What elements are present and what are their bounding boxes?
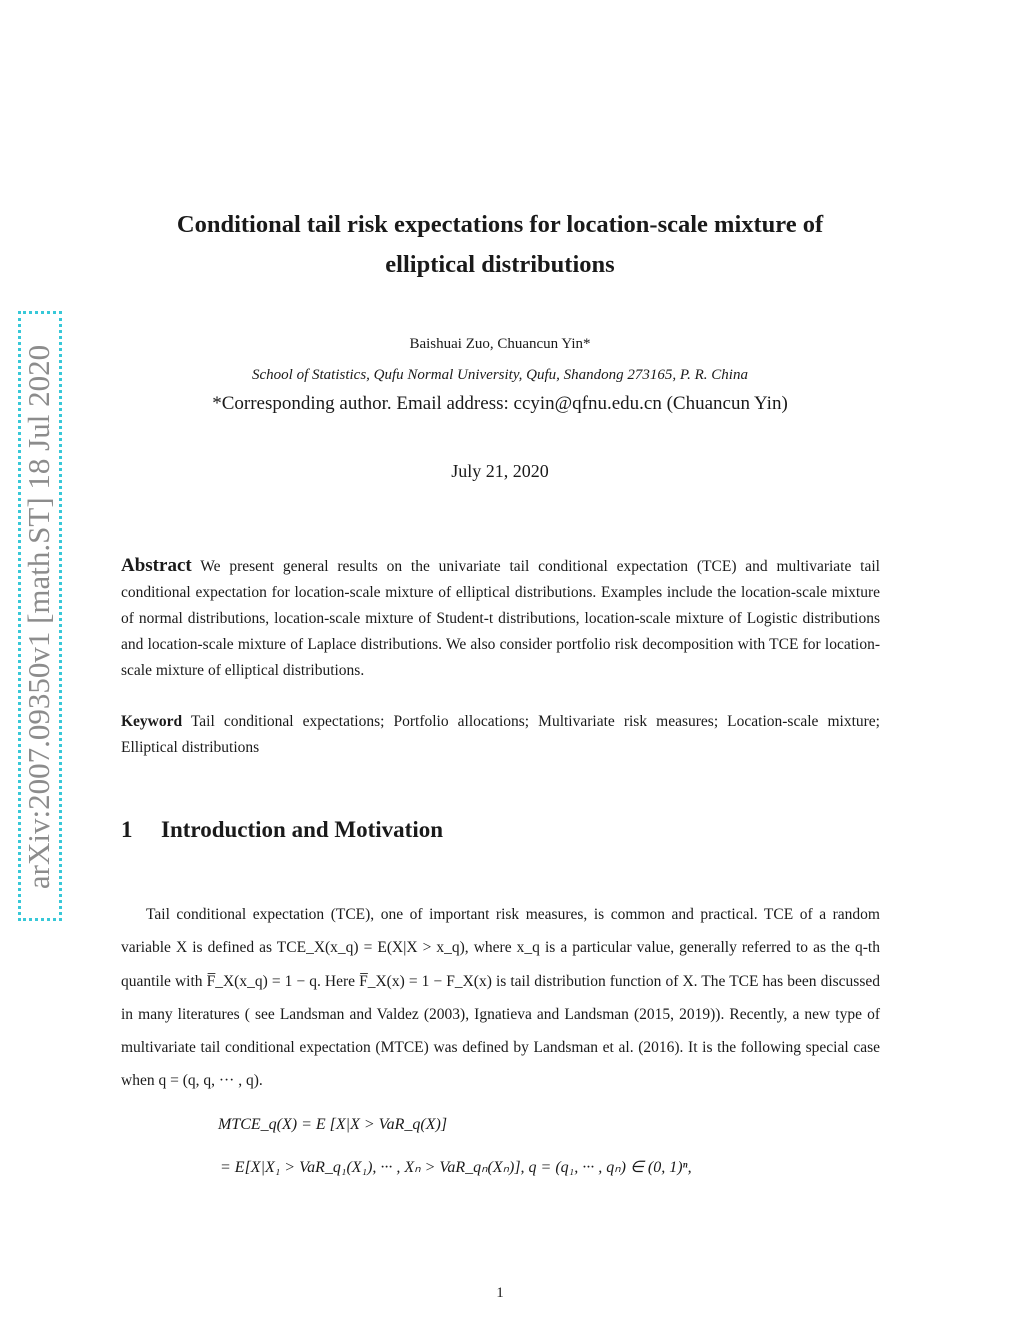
abstract-text: We present general results on the univariate tail conditional expectation (TCE) and multivariate tail conditional expectation for location-scale mixture of elliptical distributions. Examples include the location-scale mixture of normal distributions, location-scale mixture of Student-t distributions, location-scale mixture of Logistic distributions and location-scale mixture of Laplace distributions. We also consider portfolio risk decomposition with TCE for location-scale mixture of elliptical distributions.	[121, 558, 880, 679]
section-title: Introduction and Motivation	[161, 817, 444, 842]
paper-title	[100, 205, 900, 285]
section-heading	[121, 817, 443, 843]
keywords	[121, 709, 880, 761]
paper-date: July 21, 2020	[451, 461, 549, 481]
keywords-heading: Keyword	[121, 713, 183, 730]
section-number: 1	[121, 817, 133, 842]
affiliation: School of Statistics, Qufu Normal University, Qufu, Shandong 273165, P. R. China	[252, 367, 748, 383]
equation-line-1: MTCE_q(X) = E [X|X > VaR_q(X)]	[218, 1116, 448, 1133]
corresponding-author: *Corresponding author. Email address: ccyin@qfnu.edu.cn (Chuancun Yin)	[212, 393, 788, 414]
authors: Baishuai Zuo, Chuancun Yin*	[409, 336, 591, 352]
page-number: 1	[496, 1285, 504, 1301]
title-line-1: Conditional tail risk expectations for location-scale mixture of	[176, 211, 824, 238]
intro-paragraph: Tail conditional expectation (TCE), one of important risk measures, is common and practical. TCE of a random variable X is defined as TCE_X(x_q) = E(X|X > x_q), where x_q is a particular value, generally referred to as the q-th quantile with F̅_X(x_q) = 1 − q. Here F̅_X(x) = 1 − F_X(x) is tail distribution function of X. The TCE has been discussed in many literatures ( see Landsman and Valdez (2003), Ignatieva and Landsman (2015, 2019)). Recently, a new type of multivariate tail conditional expectation (MTCE) was defined by Landsman et al. (2016). It is the following special case when q = (q, q, ··· , q).	[121, 906, 880, 1090]
equation-line-2: = E[X|X₁ > VaR_q₁(X₁), ··· , Xₙ > VaR_qₙ(Xₙ)], q = (q₁, ··· , qₙ) ∈ (0, 1)ⁿ,	[220, 1159, 692, 1176]
arxiv-identifier[interactable]: arXiv:2007.09350v1 [math.ST] 18 Jul 2020	[21, 344, 56, 890]
keywords-text: Tail conditional expectations; Portfolio allocations; Multivariate risk measures; Location-scale mixture; Elliptical distributions	[121, 713, 880, 756]
arxiv-stamp	[18, 311, 62, 921]
abstract	[121, 553, 880, 684]
title-line-2: elliptical distributions	[385, 251, 615, 278]
abstract-heading: Abstract	[121, 555, 192, 576]
